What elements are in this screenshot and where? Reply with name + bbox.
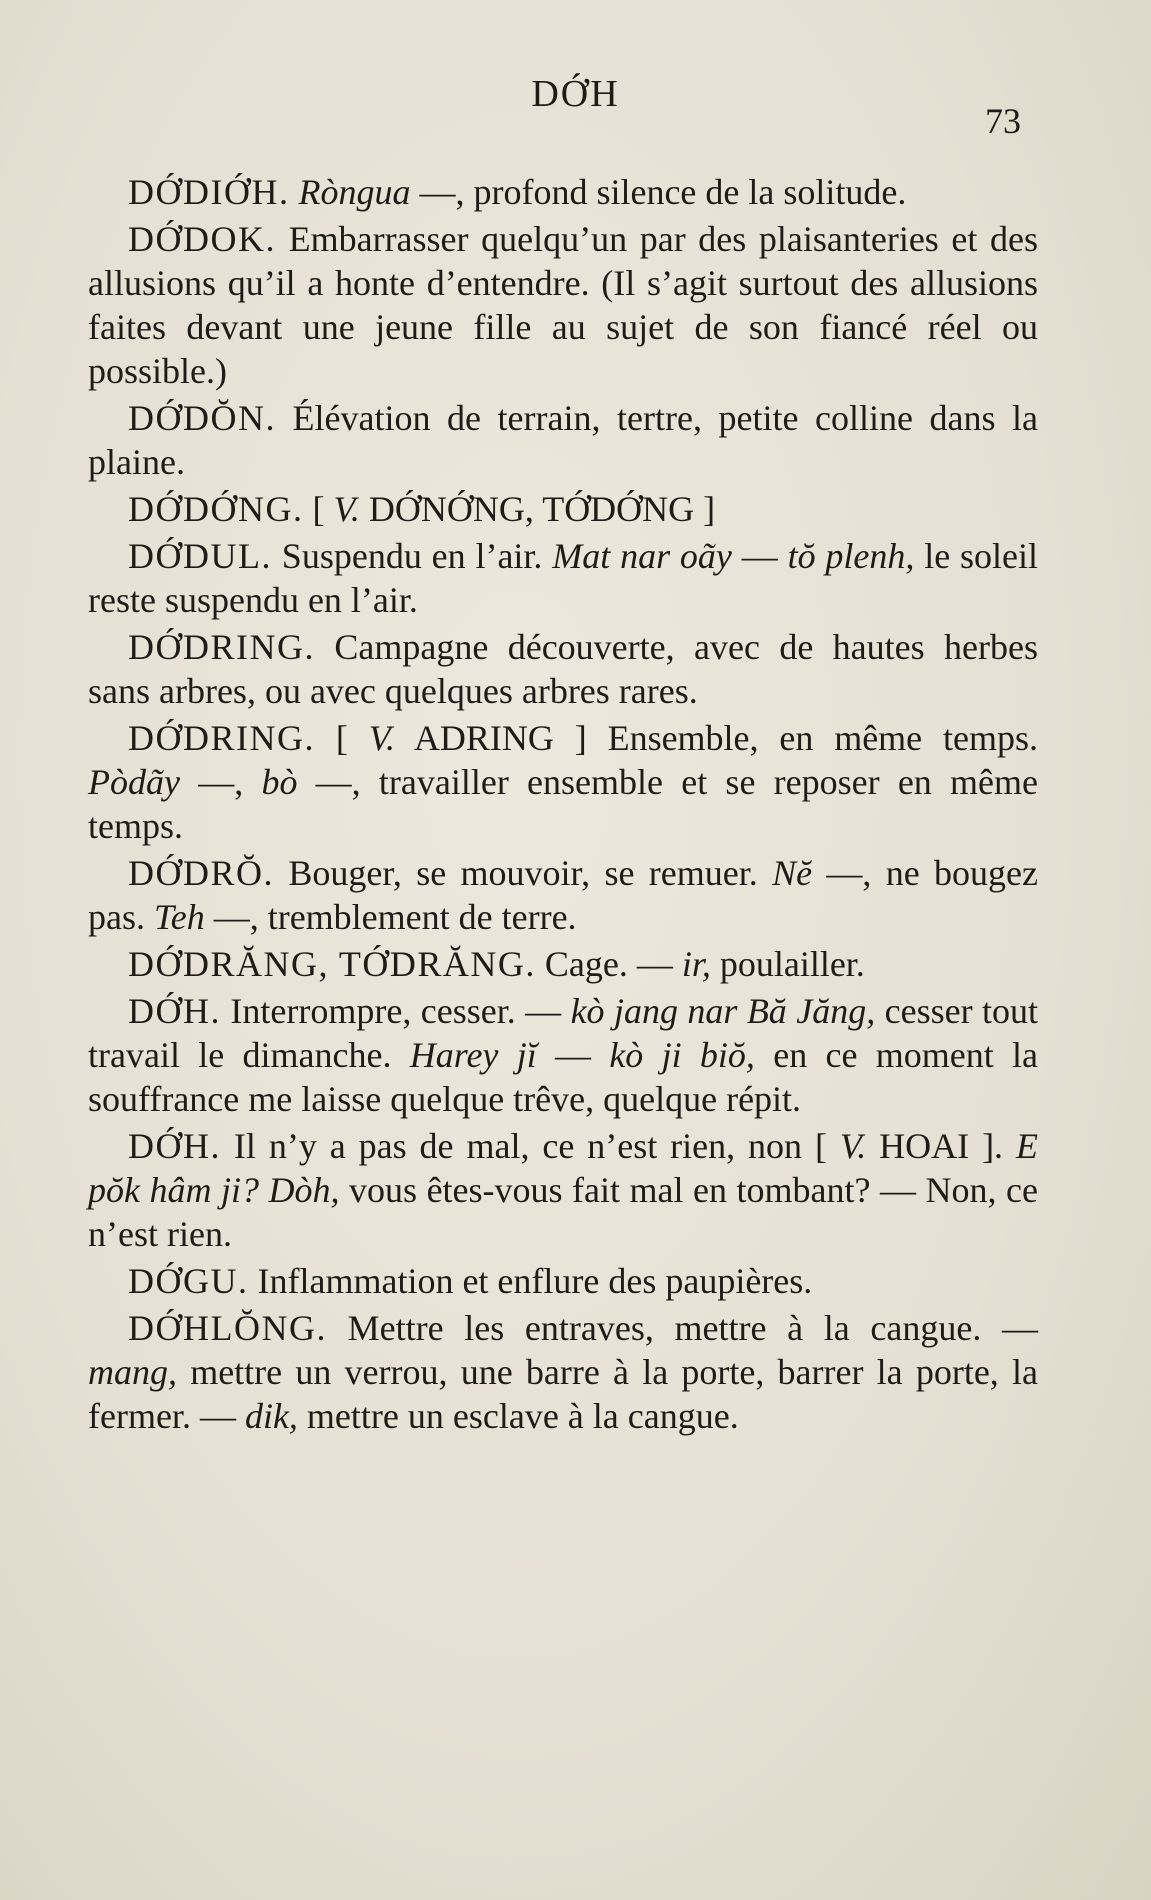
dictionary-entry <box>88 989 1038 1121</box>
entry-example-italic: E pŏk hâm ji? Dòh, <box>88 1126 1038 1210</box>
dictionary-entry <box>88 487 1038 531</box>
entry-example-italic: mang, <box>88 1352 177 1392</box>
entry-headword: DỚDRĂNG, TỚDRĂNG. <box>128 944 536 984</box>
entry-definition-text: [ <box>303 489 334 529</box>
entry-example-italic: Harey jĭ <box>409 1035 537 1075</box>
running-head: DỚH <box>531 73 620 115</box>
entry-example-italic: kò ji biŏ, <box>609 1035 755 1075</box>
entry-headword: DỚDUL. <box>128 536 272 576</box>
entry-definition-text: en ce moment la souffrance me laisse quelque trêve, quelque répit. <box>88 1035 1039 1119</box>
entry-headword: DỚDỚNG. <box>128 489 304 529</box>
dictionary-entry <box>88 1306 1038 1438</box>
entry-definition-text: —, profond silence de la solitude. <box>410 172 907 212</box>
dictionary-entry <box>88 170 1038 214</box>
entry-example-italic: Ròngua <box>298 172 411 212</box>
entry-list <box>88 170 1038 1441</box>
entry-definition-text: Mettre les entraves, mettre à la cangue. — <box>326 1308 1038 1348</box>
page-number: 73 <box>985 101 1021 141</box>
entry-example-italic: Teh <box>154 897 205 937</box>
entry-definition-text: —, <box>179 762 262 802</box>
entry-definition-text: —, ne bougez pas. <box>88 853 1039 937</box>
dictionary-entry <box>88 716 1038 848</box>
entry-example-italic: V. <box>368 718 396 758</box>
dictionary-entry <box>88 534 1038 622</box>
entry-example-italic: V. <box>333 489 360 529</box>
entry-definition-text: Il n’y a pas de mal, ce n’est rien, non [ <box>221 1126 840 1166</box>
dictionary-entry <box>88 625 1038 713</box>
entry-definition-text: mettre un verrou, une barre à la porte, barrer la porte, la fermer. — <box>88 1352 1038 1436</box>
entry-definition-text: DỚNỚNG, TỚDỚNG ] <box>359 489 716 529</box>
entry-definition-text: Inflammation et enflure des paupières. <box>248 1261 813 1301</box>
entry-headword: DỚHLŎNG. <box>128 1308 327 1348</box>
entry-example-italic: Pòdãy <box>88 762 180 802</box>
entry-definition-text: Élévation de terrain, tertre, petite colline dans la plaine. <box>88 398 1038 482</box>
entry-headword: DỚDŎN. <box>128 398 276 438</box>
entry-definition-text: vous êtes-vous fait mal en tombant? — Non, ce n’est rien. <box>88 1170 1038 1254</box>
dictionary-entry <box>88 396 1038 484</box>
entry-headword: DỚDIỚH. <box>128 172 290 212</box>
entry-headword: DỚH. <box>128 1126 221 1166</box>
entry-example-italic: ir, <box>681 944 711 984</box>
entry-headword: DỚGU. <box>128 1261 249 1301</box>
dictionary-entry <box>88 1124 1038 1256</box>
entry-definition-text: HOAI ]. <box>866 1126 1016 1166</box>
entry-definition-text: Campagne découverte, avec de hautes herbes sans arbres, ou avec quelques arbres rares. <box>88 627 1038 711</box>
entry-definition-text: Bouger, se mouvoir, se remuer. <box>274 853 773 893</box>
entry-definition-text: poulailler. <box>710 944 865 984</box>
entry-definition-text: cesser tout travail le dimanche. <box>88 991 1038 1075</box>
entry-headword: DỚH. <box>128 991 221 1031</box>
entry-definition-text: [ <box>315 718 369 758</box>
entry-headword: DỚDOK. <box>128 219 276 259</box>
entry-definition-text: Cage. — <box>535 944 682 984</box>
dictionary-entry <box>88 942 1038 986</box>
entry-headword: DỚDRING. <box>128 627 315 667</box>
entry-example-italic: dik, <box>244 1396 298 1436</box>
entry-definition-text: Embarrasser quelqu’un par des plaisanteries et des allusions qu’il a honte d’entendre. (Il s’agit surtout des allusions faites devant une jeune fille au sujet de son fiancé réel ou possible.) <box>88 219 1038 391</box>
entry-definition-text: le soleil reste suspendu en l’air. <box>88 536 1039 620</box>
entry-headword: DỚDRŎ. <box>128 853 275 893</box>
entry-definition-text: — <box>536 1035 610 1075</box>
entry-example-italic: bò <box>261 762 298 802</box>
entry-example-italic: tŏ plenh, <box>787 536 915 576</box>
entry-definition-text: mettre un esclave à la cangue. <box>297 1396 739 1436</box>
entry-headword: DỚDRING. <box>128 718 315 758</box>
entry-example-italic: V. <box>839 1126 867 1166</box>
dictionary-entry <box>88 851 1038 939</box>
dictionary-entry <box>88 217 1038 393</box>
entry-definition-text: Interrompre, cesser. — <box>221 991 571 1031</box>
entry-example-italic: Nĕ <box>772 853 813 893</box>
dictionary-entry <box>88 1259 1038 1303</box>
entry-definition-text: Suspendu en l’air. <box>271 536 553 576</box>
entry-definition-text: —, travailler ensemble et se reposer en même temps. <box>88 762 1038 846</box>
entry-definition-text: —, tremblement de terre. <box>204 897 577 937</box>
entry-example-italic: Mat nar oãy <box>552 536 732 576</box>
entry-definition-text: — <box>731 536 788 576</box>
entry-example-italic: kò jang nar Bă Jăng, <box>570 991 876 1031</box>
entry-definition-text: ADRING ] Ensemble, en même temps. <box>395 718 1038 758</box>
